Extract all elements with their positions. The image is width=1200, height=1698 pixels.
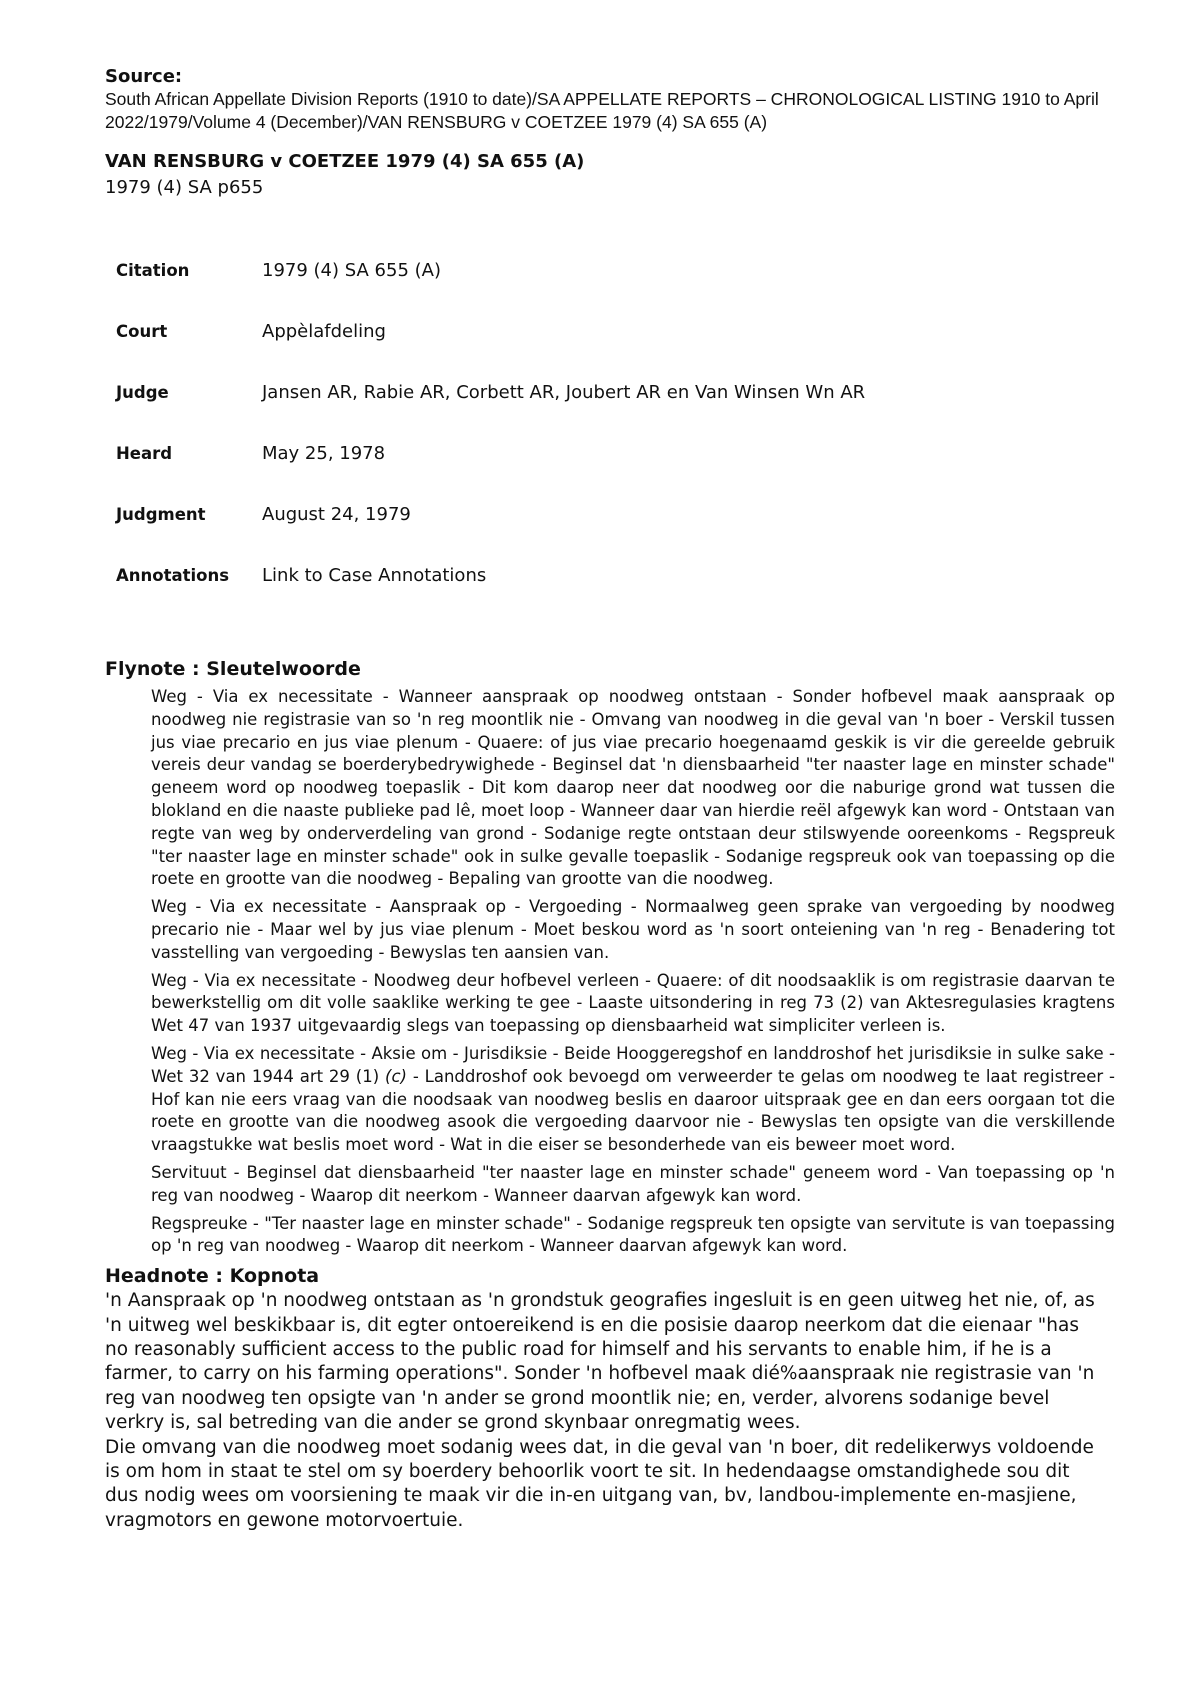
judgment-value: August 24, 1979 xyxy=(262,504,411,525)
court-label: Court xyxy=(116,322,168,341)
headnote-heading: Headnote : Kopnota xyxy=(105,1265,320,1288)
flynote-paragraph: Weg - Via ex necessitate - Wanneer aanspraak op noodweg ontstaan - Sonder hofbevel maak aanspraak op noodweg nie registrasie van so 'n reg moontlik nie - Omvang van noodweg in die geval van 'n boer - Verskil tussen jus viae precario en jus viae plenum - Quaere: of jus viae precario hoegenaamd geskik is vir die gereelde gebruik vereis deur vandag se boerderybedrywighede - Beginsel dat 'n diensbaarheid "ter naaster lage en minster schade" geneem word op noodweg toepaslik - Dit kom daarop neer dat noodweg oor die naburige grond wat tussen die blokland en die naaste publieke pad lê, moet loop - Wanneer daar van hierdie reël afgewyk kan word - Ontstaan van regte van weg by onderverdeling van grond - Sodanige regte ontstaan deur stilswyende ooreenkoms - Regspreuk "ter naaster lage en minster schade" ook in sulke gevalle toepaslik - Sodanige regspreuk ook van toepassing op die roete en grootte van die noodweg - Bepaling van grootte van die noodweg. xyxy=(151,687,1115,889)
judgment-label: Judgment xyxy=(116,505,206,524)
flynote-paragraph: Regspreuke - "Ter naaster lage en minster schade" - Sodanige regspreuk ten opsigte van servitute is van toepassing op 'n reg van noodweg - Waarop dit neerkom - Wanneer daarvan afgewyk kan word. xyxy=(151,1213,1115,1256)
source-path: South African Appellate Division Reports (1910 to date)/SA APPELLATE REPORTS – CHRONOLOGICAL LISTING 1910 to April 2022/1979/Volume 4 (December)/VAN RENSBURG v COETZEE 1979 (4) SA 655 (A) xyxy=(105,89,1099,132)
citation-value: 1979 (4) SA 655 (A) xyxy=(262,260,441,281)
case-metadata-table xyxy=(116,240,865,606)
flynote-text-segment: - Landdroshof ook bevoegd om verweerder te gelas om noodweg te laat registreer - Hof kan nie eers vraag van die noodsaak van noodweg beslis en daaroor uitspraak gee en dan eers oorgaan tot die roete en grootte van die noodweg asook die vergoeding daarvoor nie - Bewyslas ten opsigte van die verskillende vraagstukke wat beslis moet word - Wat in die eiser se besonderhede van eis beweer moet word. xyxy=(151,1066,1115,1155)
flynote-section xyxy=(105,656,1115,1258)
case-page-reference: 1979 (4) SA p655 xyxy=(105,177,264,198)
flynote-paragraph: Servituut - Beginsel dat diensbaarheid "ter naaster lage en minster schade" geneem word - Van toepassing op 'n reg van noodweg - Waarop dit neerkom - Wanneer daarvan afgewyk kan word. xyxy=(151,1162,1115,1205)
judge-value: Jansen AR, Rabie AR, Corbett AR, Joubert AR en Van Winsen Wn AR xyxy=(262,382,866,403)
metadata-row-court xyxy=(116,301,865,362)
citation-label: Citation xyxy=(116,261,190,280)
headnote-paragraph: 'n Aanspraak op 'n noodweg ontstaan as 'n grondstuk geografies ingesluit is en geen uitweg het nie, of, as 'n uitweg wel beskikbaar is, dit egter ontoereikend is en die posisie daarop neerkom dat die eienaar "has no reasonably sufficient access to the public road for himself and his servants to enable him, if he is a farmer, to carry on his farming operations". Sonder 'n hofbevel maak dié%aanspraak nie registrasie van 'n reg van noodweg ten opsigte van 'n ander se grond moontlik nie; en, verder, alvorens sodanige bevel verkry is, sal betreding van die ander se grond skynbaar onregmatig wees. xyxy=(105,1290,1095,1434)
flynote-italic-segment: (c) xyxy=(385,1066,407,1086)
flynote-paragraph: Weg - Via ex necessitate - Noodweg deur hofbevel verleen - Quaere: of dit noodsaaklik is om registrasie daarvan te bewerkstellig om dit volle saaklike werking te gee - Laaste uitsondering in reg 73 (2) van Aktesregulasies kragtens Wet 47 van 1937 uitgevaardig slegs van toepassing op diensbaarheid wat simpliciter verleen is. xyxy=(151,970,1115,1036)
metadata-row-judge xyxy=(116,362,865,423)
source-label: Source: xyxy=(105,66,183,87)
case-annotations-link[interactable]: Link to Case Annotations xyxy=(262,565,487,586)
judge-label: Judge xyxy=(116,383,169,402)
flynote-heading: Flynote : Sleutelwoorde xyxy=(105,658,361,680)
metadata-row-citation xyxy=(116,240,865,301)
flynote-text-segment: Weg - Via ex necessitate - Aksie om - Jurisdiksie - Beide Hooggeregshof en landdroshof het jurisdiksie in sulke sake - Wet 32 van 1944 art 29 (1) xyxy=(151,1043,1115,1086)
metadata-row-annotations xyxy=(116,545,865,606)
flynote-paragraph xyxy=(151,1043,1115,1157)
headnote-section xyxy=(105,1263,1115,1533)
document-page xyxy=(105,66,1115,1533)
metadata-row-heard xyxy=(116,423,865,484)
heard-value: May 25, 1978 xyxy=(262,443,386,464)
flynote-paragraphs xyxy=(151,686,1115,1258)
court-value: Appèlafdeling xyxy=(262,321,386,342)
annotations-label: Annotations xyxy=(116,566,230,585)
heard-label: Heard xyxy=(116,444,173,463)
flynote-paragraph: Weg - Via ex necessitate - Aanspraak op - Vergoeding - Normaalweg geen sprake van vergoeding by noodweg precario nie - Maar wel by jus viae plenum - Moet beskou word as 'n soort onteiening van 'n reg - Benadering tot vasstelling van vergoeding - Bewyslas ten aansien van. xyxy=(151,897,1115,962)
case-title: VAN RENSBURG v COETZEE 1979 (4) SA 655 (A) xyxy=(105,151,585,172)
metadata-row-judgment xyxy=(116,484,865,545)
headnote-paragraph: Die omvang van die noodweg moet sodanig wees dat, in die geval van 'n boer, dit redelikerwys voldoende is om hom in staat te stel om sy boerdery behoorlik voort te sit. In hedendaagse omstandighede sou dit dus nodig wees om voorsiening te maak vir die in-en uitgang van, bv, landbou-implemente en-masjiene, vragmotors en gewone motorvoertuie. xyxy=(105,1436,1094,1531)
